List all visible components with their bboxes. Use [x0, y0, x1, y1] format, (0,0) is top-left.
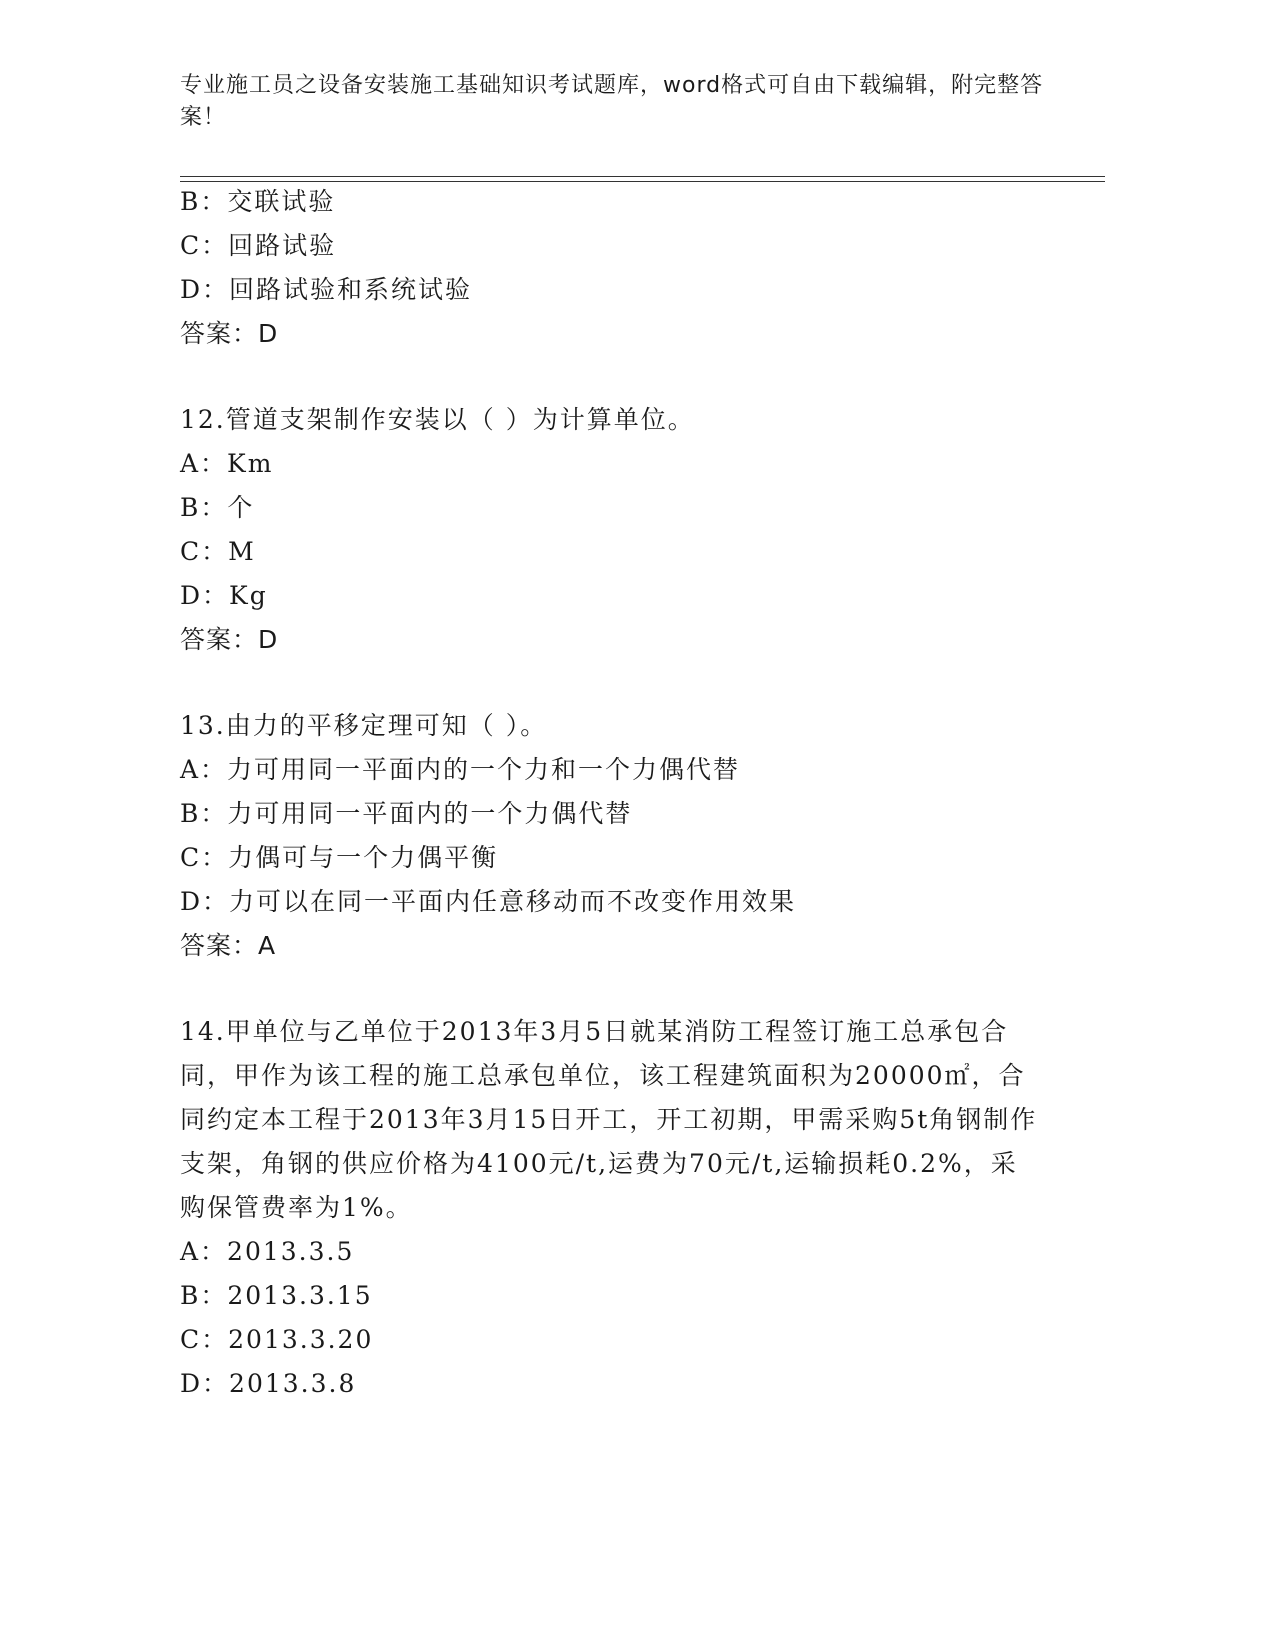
q14-option-c: C：2013.3.20 — [180, 1325, 374, 1354]
document-header — [180, 70, 1080, 134]
q13-option-c: C：力偶可与一个力偶平衡 — [180, 843, 499, 872]
q12-answer: 答案：D — [180, 625, 279, 654]
header-divider-top — [180, 176, 1105, 177]
q14-option-a: A：2013.3.5 — [180, 1237, 355, 1266]
option-d: D：回路试验和系统试验 — [180, 275, 473, 304]
q13-option-d: D：力可以在同一平面内任意移动而不改变作用效果 — [180, 887, 797, 916]
option-c: C：回路试验 — [180, 231, 337, 260]
q12-option-a: A：Km — [180, 449, 274, 478]
question-13: 13.由力的平移定理可知（ ）。 — [180, 711, 548, 740]
option-b: B：交联试验 — [180, 187, 336, 216]
q12-option-c: C：M — [180, 537, 256, 566]
document-body — [180, 180, 1040, 1406]
q13-answer: 答案：A — [180, 931, 277, 960]
q13-option-a: A：力可用同一平面内的一个力和一个力偶代替 — [180, 755, 741, 784]
q14-option-d: D：2013.3.8 — [180, 1369, 357, 1398]
header-title: 专业施工员之设备安装施工基础知识考试题库，word格式可自由下载编辑，附完整答案！ — [180, 73, 1044, 130]
q13-option-b: B：力可用同一平面内的一个力偶代替 — [180, 799, 633, 828]
q14-option-b: B：2013.3.15 — [180, 1281, 373, 1310]
question-14: 14.甲单位与乙单位于2013年3月5日就某消防工程签订施工总承包合同，甲作为该工程的施工总承包单位，该工程建筑面积为20000㎡，合同约定本工程于2013年3月15日开工，开工初期，甲需采购5t角钢制作支架，角钢的供应价格为4100元/t,运费为70元/t,运输损耗0.2%，采购保管费率为1%。 — [180, 1017, 1038, 1222]
question-12: 12.管道支架制作安装以（ ）为计算单位。 — [180, 405, 695, 434]
q12-option-b: B：个 — [180, 493, 255, 522]
answer: 答案：D — [180, 319, 279, 348]
q12-option-d: D：Kg — [180, 581, 268, 610]
